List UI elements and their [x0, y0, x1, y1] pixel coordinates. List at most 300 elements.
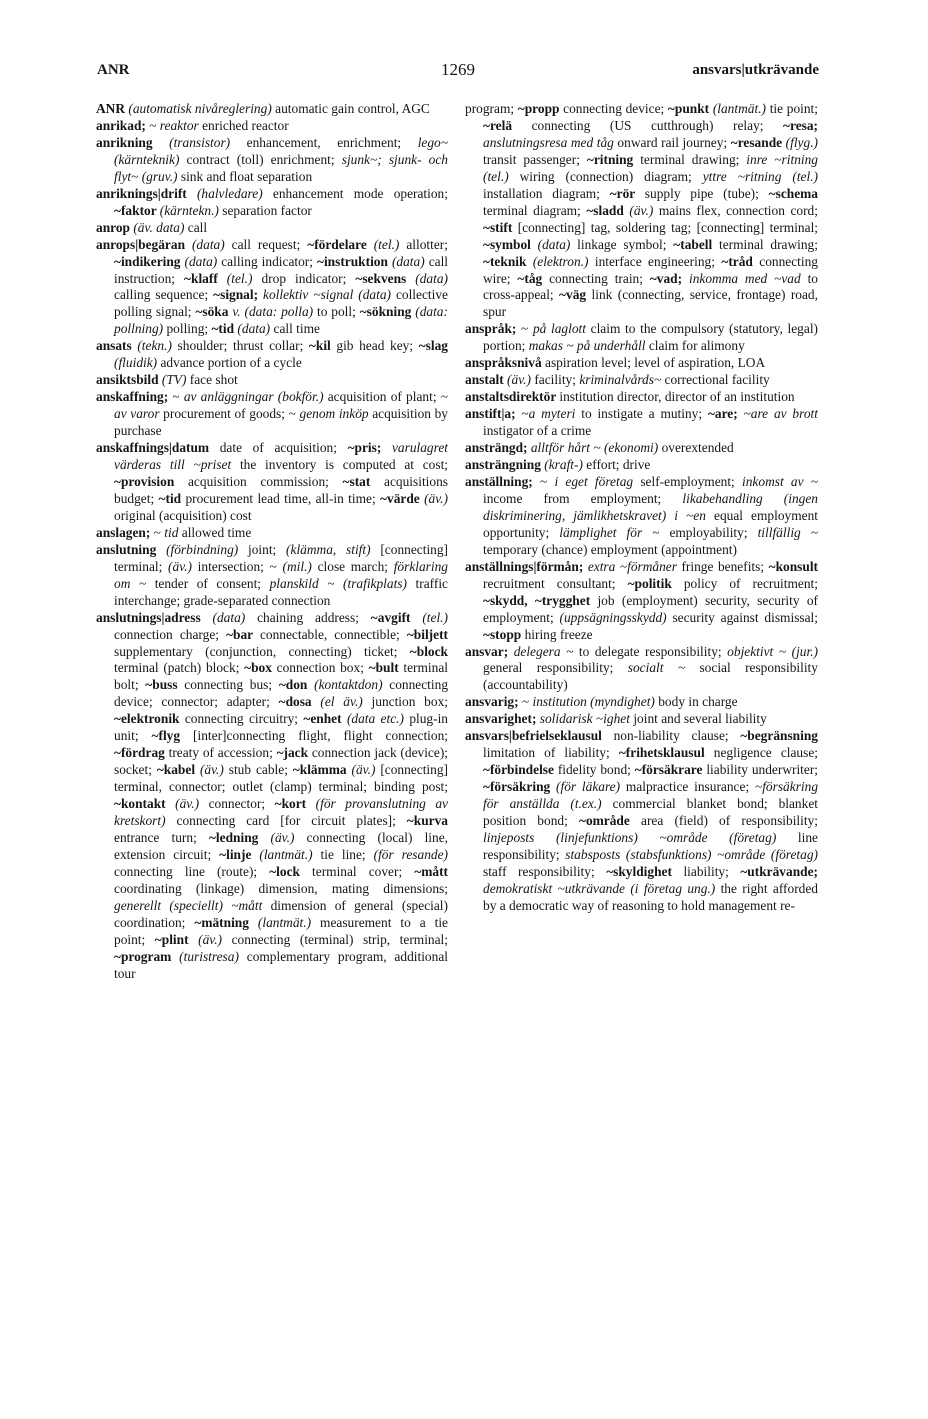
headword: ~schema: [768, 185, 818, 201]
gloss-italic: tillfällig ~: [757, 524, 818, 540]
headword: ~kort: [274, 796, 316, 812]
headword: ~tåg: [517, 270, 550, 286]
gloss-italic: (äv.): [629, 202, 659, 218]
translation: supplementary (conjunction, connecting) ticket;: [114, 643, 410, 659]
dictionary-entry: [96, 101, 448, 118]
gloss-italic: (tel.): [422, 609, 448, 625]
gloss-italic: (data): [191, 236, 232, 252]
headword: anspråk;: [465, 321, 522, 337]
translation: connecting (terminal) strip, terminal;: [231, 931, 448, 947]
translation: connecting device;: [563, 101, 668, 116]
headword: ~begränsning: [740, 728, 818, 744]
translation: tender of consent;: [154, 575, 270, 591]
dictionary-entry: [465, 694, 818, 711]
gloss-italic: ~are av brott: [743, 406, 818, 422]
translation: recruitment consultant;: [483, 575, 628, 591]
translation: instigator of a crime: [483, 423, 592, 439]
gloss-italic: (lantmät.): [259, 846, 321, 862]
translation: allotter;: [406, 236, 448, 252]
translation: advance portion of a cycle: [160, 355, 302, 371]
headword: ~pris;: [347, 440, 392, 456]
gloss-italic: (kärntekn.): [159, 202, 223, 218]
gloss-italic: tid: [164, 524, 182, 540]
translation: liability underwriter;: [706, 762, 818, 778]
gloss-italic: (flyg.): [785, 134, 818, 150]
gloss-italic: (fluidik): [114, 355, 161, 371]
dictionary-entry: [96, 118, 448, 135]
gloss-italic: (mil.): [282, 558, 318, 574]
dictionary-entry: [465, 355, 818, 372]
translation: face shot: [189, 372, 238, 388]
headword: anspråksnivå: [465, 355, 546, 371]
gloss-italic: socialt ~: [627, 660, 700, 676]
translation: collective polling signal;: [114, 287, 448, 320]
dictionary-entry: [96, 372, 448, 389]
translation: tie line;: [320, 846, 374, 862]
translation: supply pipe (tube);: [644, 185, 769, 201]
translation: connecting line (route);: [114, 863, 270, 879]
translation: acquisition of plant; ~: [327, 389, 448, 405]
gloss-italic: (äv.): [351, 762, 381, 778]
headword: ansträngd;: [465, 440, 531, 456]
headword: anskaffning;: [96, 389, 173, 405]
headword: ~kil: [308, 338, 337, 354]
headword: ~biljett: [406, 626, 448, 642]
translation: social responsibility (accountability): [483, 660, 818, 693]
headword: anskaffnings|datum: [96, 440, 220, 456]
translation: interface engineering;: [594, 253, 722, 269]
headword: ~klaff: [184, 270, 227, 286]
gloss-italic: (data): [184, 253, 222, 269]
dictionary-entry: [96, 338, 448, 372]
translation: traffic interchange; grade-separated connection: [114, 575, 448, 608]
translation: fringe benefits;: [681, 558, 769, 574]
translation: call time: [273, 321, 320, 337]
translation: to delegate responsibility;: [578, 643, 728, 659]
gloss-italic: (data): [237, 321, 274, 337]
headword: ~dosa: [278, 694, 321, 710]
translation: institution director, director of an institution: [559, 389, 795, 405]
headword: ~punkt: [667, 101, 713, 116]
translation: close march;: [317, 558, 394, 574]
translation: terminal bolt;: [114, 660, 448, 693]
translation: shoulder; thrust collar;: [177, 338, 309, 354]
headword: ~stopp: [483, 626, 525, 642]
headword: ~flyg: [151, 728, 194, 744]
gloss-italic: genom inköp: [299, 406, 373, 422]
dictionary-entry: [96, 389, 448, 440]
translation: effort; drive: [586, 457, 651, 473]
translation: facility;: [534, 372, 580, 388]
gloss-italic: (tel.): [226, 270, 262, 286]
translation: wiring (connection) diagram;: [519, 168, 703, 184]
gloss-italic: (tel.): [373, 236, 407, 252]
gloss-italic: alltför hårt ~ (ekonomi): [530, 440, 662, 456]
gloss-italic: (data): [415, 270, 448, 286]
translation: enriched reactor: [202, 117, 289, 133]
headword: ~utkrävande;: [740, 863, 818, 879]
gloss-italic: (uppsägningsskydd): [559, 609, 673, 625]
translation: security against dismissal;: [672, 609, 818, 625]
page-number: 1269: [441, 60, 475, 79]
gloss-italic: förklaring om ~: [114, 558, 448, 591]
headword: ansvar;: [465, 643, 514, 659]
translation: non-liability clause;: [613, 728, 741, 744]
translation: sink and float separation: [180, 168, 313, 184]
dictionary-entry: [465, 728, 818, 914]
gloss-italic: reaktor: [159, 117, 203, 133]
gloss-italic: inkomst av ~: [742, 473, 818, 489]
translation: calling sequence;: [114, 287, 214, 303]
translation: terminal cover;: [312, 863, 415, 879]
translation: to cross-appeal;: [483, 270, 818, 303]
translation: acquisition commission;: [187, 473, 343, 489]
dictionary-entry: [465, 644, 818, 695]
dictionary-entry: [96, 610, 448, 983]
gloss-italic: a myteri: [528, 406, 582, 422]
gloss-italic: (äv. data): [133, 219, 188, 235]
gloss-italic: (äv.): [198, 931, 232, 947]
translation: chaining address;: [257, 609, 371, 625]
translation: staff responsibility;: [483, 863, 607, 879]
headword: ~symbol: [483, 236, 538, 252]
headword: anslagen;: [96, 524, 154, 540]
translation: link (connecting, service, frontage) road, spur: [483, 287, 818, 320]
headword: ~linje: [219, 846, 260, 862]
translation: treaty of accession;: [168, 745, 277, 761]
translation: ~: [149, 117, 160, 133]
translation: ~: [521, 406, 529, 422]
headword: ~mätning: [194, 914, 258, 930]
headword: ~fördrag: [114, 745, 169, 761]
headword: ~försäkring: [483, 779, 557, 795]
headword: ~skydd, ~trygghet: [483, 592, 598, 608]
headword: ~område: [578, 813, 641, 829]
headword: ~värde: [380, 490, 425, 506]
translation: intersection; ~: [197, 558, 283, 574]
headword: anslutning: [96, 541, 167, 557]
gloss-italic: lego~ (kärnteknik): [114, 134, 448, 167]
translation: connecting (local) line, extension circuit;: [114, 829, 448, 862]
translation: terminal (patch) block;: [114, 660, 245, 676]
headword: anställning;: [465, 473, 540, 489]
headword: ~elektronik: [114, 711, 185, 727]
translation: connecting circuitry;: [184, 711, 304, 727]
headword: ansvarighet;: [465, 711, 540, 727]
translation: negligence clause;: [713, 745, 818, 761]
translation: connection box;: [276, 660, 369, 676]
translation: linkage symbol;: [577, 236, 674, 252]
headword: ~faktor: [114, 202, 160, 218]
dictionary-entry: [96, 237, 448, 339]
gloss-italic: (elektron.): [532, 253, 595, 269]
translation: connection charge;: [114, 626, 227, 642]
left-column: [96, 101, 448, 1406]
translation: drop indicator;: [261, 270, 356, 286]
translation: joint;: [248, 541, 287, 557]
translation: body in charge: [658, 694, 738, 710]
translation: date of acquisition;: [219, 440, 348, 456]
translation: [connecting] terminal, connector; outlet (clamp) terminal; binding post;: [114, 762, 448, 795]
translation: limitation of liability;: [483, 745, 619, 761]
headword: ~tråd: [721, 253, 760, 269]
translation: connector;: [208, 796, 275, 812]
running-head-right: ansvars|utkrävande: [692, 62, 819, 78]
translation: to poll;: [316, 304, 360, 320]
headword: ~ledning: [208, 829, 271, 845]
dictionary-entry: [465, 440, 818, 457]
translation: dimension of general (special) coordination;: [114, 897, 448, 930]
headword: ~förbindelse: [483, 762, 558, 778]
headword: ~don: [278, 677, 315, 693]
gloss-italic: solidarisk ~ighet: [539, 711, 634, 727]
translation: the right afforded by a democratic way of reasoning to hold management re-: [483, 880, 818, 913]
headword: ansats: [96, 338, 138, 354]
translation: polling;: [166, 321, 212, 337]
translation: connection jack (device); socket;: [114, 745, 448, 778]
translation: joint and several liability: [633, 711, 767, 727]
gloss-italic: v. (data: polla): [232, 304, 317, 320]
headword: ~signal;: [213, 287, 264, 303]
headword: ~sladd: [586, 202, 630, 218]
dictionary-entry: [465, 474, 818, 559]
translation: ~: [153, 524, 165, 540]
gloss-italic: (äv.): [270, 829, 307, 845]
headword: anrops|begäran: [96, 236, 192, 252]
gloss-italic: (kraft-): [544, 457, 587, 473]
translation: call request;: [231, 236, 308, 252]
headword: ~väg: [559, 287, 592, 303]
translation: call: [187, 219, 208, 235]
translation: complementary program, additional tour: [114, 948, 448, 981]
translation: connecting wire;: [483, 253, 818, 286]
gloss-italic: delegera ~: [513, 643, 579, 659]
gloss-italic: (lantmät.): [257, 914, 321, 930]
headword: ~indikering: [114, 253, 185, 269]
gloss-italic: sjunk~; sjunk- och flyt~ (gruv.): [114, 151, 448, 184]
translation: stub cable;: [228, 762, 293, 778]
translation: junction box;: [371, 694, 448, 710]
gloss-italic: (tekn.): [137, 338, 178, 354]
right-column: [465, 101, 818, 1406]
gloss-italic: (halvledare): [196, 185, 273, 201]
translation: gib head key;: [336, 338, 419, 354]
headword: ~are;: [707, 406, 744, 422]
gloss-italic: i eget företag: [554, 473, 641, 489]
translation: correctional facility: [664, 372, 770, 388]
gloss-italic: (äv.): [175, 796, 209, 812]
translation: line responsibility;: [483, 829, 818, 862]
headword: ~plint: [154, 931, 199, 947]
translation: job (employment) security, security of employment;: [483, 592, 818, 625]
gloss-italic: varulagret värderas till ~priset: [114, 440, 448, 473]
translation: enhancement, enrichment;: [246, 134, 418, 150]
gloss-italic: (TV): [161, 372, 190, 388]
headword: ~bult: [368, 660, 404, 676]
translation: commercial blanket bond; blanket position bond;: [483, 796, 818, 829]
headword: ~skyldighet: [606, 863, 684, 879]
dictionary-entry: [465, 372, 818, 389]
headword: ansvars|befrielseklausul: [465, 728, 614, 744]
translation: self-employment;: [640, 473, 743, 489]
headword: ~relä: [483, 117, 532, 133]
translation: measurement to a tie point;: [114, 914, 448, 947]
dictionary-entry: [465, 389, 818, 406]
gloss-italic: extra ~förmåner: [587, 558, 682, 574]
translation: to instigate a mutiny;: [581, 406, 708, 422]
gloss-italic: demokratiskt ~utkrävande (i företag ung.): [483, 880, 721, 896]
page-header: [97, 62, 819, 84]
headword: anstalt: [465, 372, 508, 388]
headword: ansträngning: [465, 457, 545, 473]
gloss-italic: på laglott: [532, 321, 591, 337]
translation: onward rail journey;: [617, 134, 731, 150]
translation: the inventory is computed at cost;: [239, 457, 448, 473]
headword: ~resa;: [783, 117, 818, 133]
headword: ~stat: [342, 473, 385, 489]
headword: ~bar: [226, 626, 260, 642]
gloss-italic: likabehandling (ingen diskriminering, jämlikhetskravet) i ~en: [483, 490, 818, 523]
headword: anstaltsdirektör: [465, 389, 560, 405]
translation: connecting device; connector; adapter;: [114, 677, 448, 710]
headword: ~ritning: [586, 151, 641, 167]
headword: ~resande: [730, 134, 786, 150]
gloss-italic: (för resande): [373, 846, 448, 862]
headword: ~politik: [627, 575, 684, 591]
headword: ~stift: [483, 219, 518, 235]
headword: anställnings|förmån;: [465, 558, 588, 574]
translation: [connecting] terminal;: [114, 541, 448, 574]
gloss-italic: ~försäkring för anställda (t.ex.): [483, 779, 818, 812]
headword: ~kurva: [406, 813, 448, 829]
gloss-italic: (automatisk nivåreglering): [128, 101, 276, 116]
translation: fidelity bond;: [557, 762, 635, 778]
dictionary-entry: [96, 220, 448, 237]
dictionary-entry: [465, 711, 818, 728]
translation: call instruction;: [114, 253, 448, 286]
translation: tie point;: [769, 101, 818, 116]
headword: anrikad;: [96, 117, 150, 133]
dictionary-entry: [96, 440, 448, 525]
translation: installation diagram;: [483, 185, 610, 201]
translation: coordinating (linkage) dimension, mating dimensions;: [114, 880, 448, 896]
translation: procurement of goods; ~: [163, 406, 300, 422]
translation: overextended: [661, 440, 734, 456]
translation: entrance turn;: [114, 829, 209, 845]
gloss-italic: kollektiv ~signal (data): [263, 287, 396, 303]
translation: temporary (chance) employment (appointment): [483, 541, 737, 557]
translation: original (acquisition) cost: [114, 507, 252, 523]
translation: general responsibility;: [483, 660, 628, 676]
gloss-italic: (för läkare): [556, 779, 626, 795]
gloss-italic: (el äv.): [320, 694, 372, 710]
translation: terminal drawing;: [718, 236, 818, 252]
headword: anrop: [96, 219, 134, 235]
translation: connecting train;: [549, 270, 650, 286]
gloss-italic: inkomma med ~vad: [688, 270, 808, 286]
translation: connecting bus;: [184, 677, 279, 693]
translation: claim to the compulsory (statutory, legal) portion;: [483, 321, 818, 354]
headword: ~kabel: [156, 762, 200, 778]
gloss-italic: (klämma, stift): [286, 541, 381, 557]
headword: ~frihetsklausul: [618, 745, 714, 761]
translation: connecting (US cutthrough) relay;: [531, 117, 784, 133]
headword: ~kontakt: [114, 796, 176, 812]
translation: enhancement mode operation;: [272, 185, 448, 201]
gloss-italic: generellt (speciellt) ~mått: [114, 897, 271, 913]
headword: ~sekvens: [355, 270, 416, 286]
gloss-italic: institution (myndighet): [532, 694, 659, 710]
translation: liability;: [683, 863, 741, 879]
translation: ~: [172, 389, 184, 405]
gloss-italic: (data etc.): [346, 711, 410, 727]
translation: [connecting] tag, soldering tag; [connecting] terminal;: [517, 219, 818, 235]
gloss-italic: (data: pollning): [114, 304, 448, 337]
headword: ~teknik: [483, 253, 533, 269]
dictionary-entry: [465, 406, 818, 440]
translation: allowed time: [181, 524, 252, 540]
gloss-italic: lämplighet för ~: [559, 524, 670, 540]
dictionary-entry: [96, 186, 448, 220]
translation: [inter]connecting flight, flight connection;: [193, 728, 448, 744]
gloss-italic: (äv.): [507, 372, 535, 388]
headword: ~konsult: [768, 558, 818, 574]
dictionary-entry: [465, 457, 818, 474]
gloss-italic: (äv.): [199, 762, 229, 778]
dictionary-entry: [96, 542, 448, 610]
gloss-italic: inre ~ritning (tel.): [483, 151, 818, 184]
gloss-italic: (för provanslutning av kretskort): [114, 796, 448, 829]
headword: ansiktsbild: [96, 372, 162, 388]
gloss-italic: stabsposts (stabsfunktions) ~område (företag): [565, 846, 818, 862]
headword: ~provision: [114, 473, 188, 489]
headword: ~fördelare: [307, 236, 374, 252]
headword: ~block: [409, 643, 448, 659]
translation: area (field) of responsibility;: [641, 813, 818, 829]
gloss-italic: av varor: [114, 406, 164, 422]
headword: ~rör: [609, 185, 645, 201]
headword: ~instruktion: [316, 253, 392, 269]
gloss-italic: linjeposts (linjefunktions) ~område (företag): [483, 829, 798, 845]
gloss-italic: kriminalvårds~: [579, 372, 665, 388]
gloss-italic: (turistresa): [179, 948, 247, 964]
translation: employability;: [669, 524, 758, 540]
translation: income from employment;: [483, 490, 683, 506]
headword: ~program: [114, 948, 180, 964]
headword: ~buss: [145, 677, 185, 693]
running-head-left: ANR: [97, 62, 130, 78]
translation: connectable, connectible;: [259, 626, 407, 642]
translation: acquisitions budget;: [114, 473, 448, 506]
gloss-italic: (transistor): [169, 134, 247, 150]
translation: connecting card [for circuit plates];: [176, 813, 407, 829]
headword: ~vad;: [649, 270, 689, 286]
translation: hiring freeze: [524, 626, 593, 642]
headword: anslutnings|adress: [96, 609, 213, 625]
headword: ~söka: [195, 304, 233, 320]
translation: calling indicator;: [221, 253, 317, 269]
gloss-italic: (äv.): [168, 558, 198, 574]
translation: ~: [521, 694, 533, 710]
translation: automatic gain control, AGC: [275, 101, 430, 116]
translation: terminal diagram;: [483, 202, 587, 218]
dictionary-entry: [465, 559, 818, 644]
dictionary-entry: [465, 101, 818, 321]
translation: transit passenger;: [483, 151, 587, 167]
headword: ~mått: [414, 863, 448, 879]
gloss-italic: (äv.): [424, 490, 448, 506]
headword: ~tid: [211, 321, 238, 337]
